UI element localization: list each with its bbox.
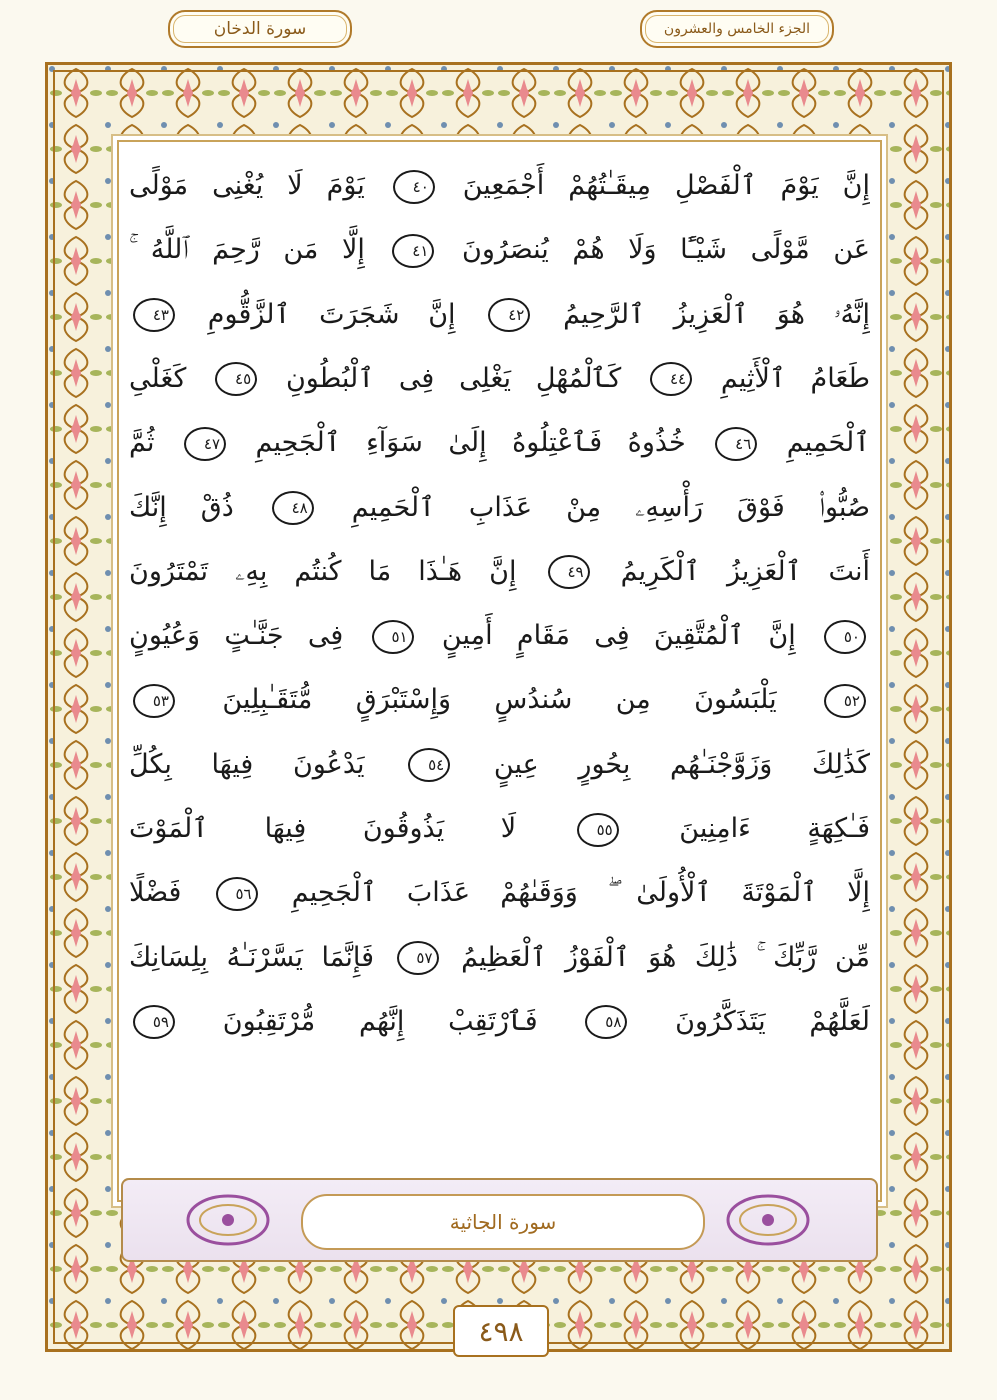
verse-line [129, 606, 870, 666]
next-surah-title [301, 1194, 705, 1250]
verse-text: خُذُوهُ فَٱعْتِلُوهُ إِلَىٰ سَوَآءِ ٱلْجَحِيمِ [255, 427, 686, 459]
ayah-number-marker: ٥٥ [577, 813, 619, 847]
verse-line [129, 349, 870, 409]
verse-text: لَا يَذُوقُونَ فِيهَا ٱلْمَوْتَ [129, 813, 517, 844]
verse-text: إِنَّ شَجَرَتَ ٱلزَّقُّومِ [207, 298, 456, 330]
ayah-number-marker: ٥٢ [824, 684, 866, 718]
verse-text: عَن مَّوْلًى شَيْـًٔا وَلَا هُمْ يُنصَرُونَ [461, 234, 870, 266]
verse-line [129, 670, 870, 730]
ayah-number-marker: ٥٣ [133, 684, 175, 718]
verse-text: يَلْبَسُونَ مِن سُندُسٍ وَإِسْتَبْرَقٍ مُّتَقَـٰبِلِينَ [222, 684, 777, 716]
verse-text: فَٱرْتَقِبْ إِنَّهُم مُّرْتَقِبُونَ [222, 1005, 538, 1037]
verse-text: فَـٰكِهَةٍ ءَامِنِينَ [679, 813, 870, 844]
verse-text: كَٱلْمُهْلِ يَغْلِى فِى ٱلْبُطُونِ [285, 362, 622, 394]
ayah-number-marker: ٥٨ [585, 1005, 627, 1039]
verse-text: يَوْمَ لَا يُغْنِى مَوْلًى [129, 170, 365, 201]
ayah-number-marker: ٤٦ [715, 427, 757, 461]
verse-line [129, 285, 870, 345]
verse-text: فَضْلًا [129, 877, 182, 909]
next-surah-banner [121, 1178, 878, 1262]
ayah-number-marker: ٥٤ [408, 748, 450, 782]
ayah-number-marker: ٤٥ [215, 362, 257, 396]
surah-name-label [168, 10, 352, 48]
verse-text: فِى جَنَّـٰتٍ وَعُيُونٍ [129, 620, 344, 652]
verse-text: مِّن رَّبِّكَ ۚ ذَٰلِكَ هُوَ ٱلْفَوْزُ ٱلْعَظِيمُ [461, 941, 870, 973]
verse-text: إِنَّ يَوْمَ ٱلْفَصْلِ مِيقَـٰتُهُمْ أَجْمَعِينَ [462, 170, 870, 201]
banner-left-ornament-icon [183, 1190, 273, 1250]
ayah-number-marker: ٤٤ [650, 362, 692, 396]
page-number-text: ٤٩٨ [478, 1314, 524, 1348]
verse-text: أَنتَ ٱلْعَزِيزُ ٱلْكَرِيمُ [620, 555, 870, 587]
verse-line [129, 478, 870, 538]
verse-text: ٱلْحَمِيمِ [786, 427, 870, 459]
verse-line [129, 992, 870, 1052]
verse-line [129, 928, 870, 988]
surah-name-text: سورة الدخان [213, 19, 307, 39]
verse-text: إِلَّا مَن رَّحِمَ ٱللَّهُ ۚ [129, 234, 365, 266]
verse-text: إِنَّ ٱلْمُتَّقِينَ فِى مَقَامٍ أَمِينٍ [441, 620, 796, 652]
ayah-number-marker: ٤٩ [548, 555, 590, 589]
page-number [453, 1305, 549, 1357]
ayah-number-marker: ٤٢ [488, 298, 530, 332]
banner-right-ornament-icon [723, 1190, 813, 1250]
verse-text: كَغَلْىِ [129, 362, 187, 394]
juz-name-text: الجزء الخامس والعشرون [663, 21, 811, 37]
verse-text: ثُمَّ [129, 427, 155, 459]
verse-text: إِنَّهُۥ هُوَ ٱلْعَزِيزُ ٱلرَّحِيمُ [563, 298, 870, 330]
verse-line [129, 735, 870, 795]
ayah-number-marker: ٥٦ [216, 877, 258, 911]
ayah-number-marker: ٤٣ [133, 298, 175, 332]
ayah-number-marker: ٥٩ [133, 1005, 175, 1039]
verse-line [129, 220, 870, 280]
verse-line [129, 863, 870, 923]
verse-text: طَعَامُ ٱلْأَثِيمِ [720, 362, 870, 394]
ayah-number-marker: ٤٨ [272, 491, 314, 525]
ayah-number-marker: ٤٧ [184, 427, 226, 461]
juz-name-label [640, 10, 834, 48]
ayah-number-marker: ٤١ [392, 234, 434, 268]
ayah-number-marker: ٥٧ [397, 941, 439, 975]
ayah-number-marker: ٥٠ [824, 620, 866, 654]
next-surah-text: سورة الجاثية [449, 1210, 557, 1234]
verse-text: كَذَٰلِكَ وَزَوَّجْنَـٰهُم بِحُورٍ عِينٍ [493, 748, 870, 780]
verse-line [129, 413, 870, 473]
verse-text: إِلَّا ٱلْمَوْتَةَ ٱلْأُولَىٰ ۖ وَوَقَىٰهُمْ عَذَابَ ٱلْجَحِيمِ [291, 877, 870, 909]
verse-line [129, 799, 870, 859]
verse-text: ذُقْ إِنَّكَ [129, 491, 234, 523]
verse-line [129, 542, 870, 602]
verse-text: فَإِنَّمَا يَسَّرْنَـٰهُ بِلِسَانِكَ [129, 941, 374, 973]
verse-text: إِنَّ هَـٰذَا مَا كُنتُم بِهِۦ تَمْتَرُونَ [129, 555, 517, 587]
verse-text: يَدْعُونَ فِيهَا بِكُلِّ [129, 748, 365, 780]
ayah-number-marker: ٥١ [372, 620, 414, 654]
verse-text: لَعَلَّهُمْ يَتَذَكَّرُونَ [675, 1005, 870, 1037]
ayah-number-marker: ٤٠ [393, 170, 435, 204]
verse-line [129, 156, 870, 216]
verse-text: صُبُّوا۟ فَوْقَ رَأْسِهِۦ مِنْ عَذَابِ ٱلْحَمِيمِ [351, 491, 870, 523]
